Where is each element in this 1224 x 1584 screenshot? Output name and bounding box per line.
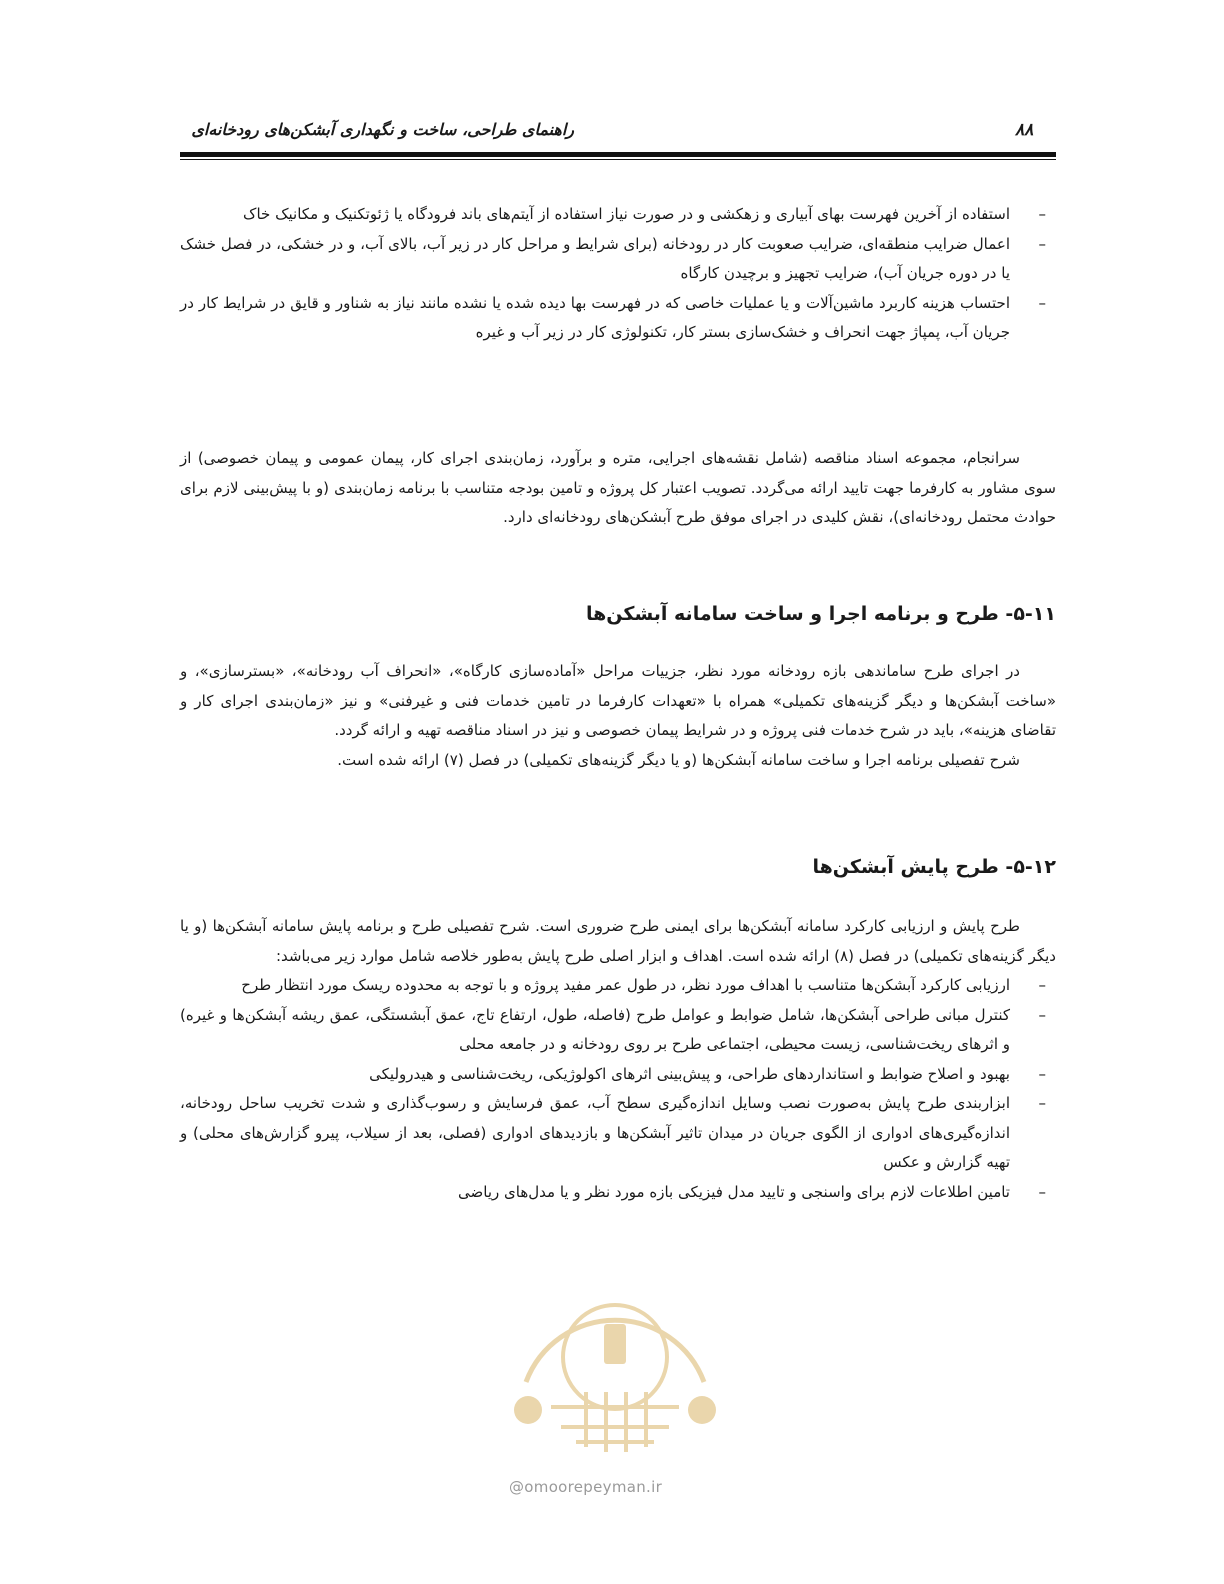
watermark-seal-logo <box>496 1232 734 1462</box>
running-header-title: راهنمای طراحی، ساخت و نگهداری آبشکن‌های رودخانه‌ای <box>191 120 574 139</box>
section-12-paragraph-1: طرح پایش و ارزیابی کارکرد سامانه آبشکن‌ها برای ایمنی طرح ضروری است. شرح تفصیلی طرح و برنامه پایش سامانه آبشکن‌ها (و یا دیگر گزینه‌های تکمیلی) در فصل (۸) ارائه شده است. اهداف و ابزار اصلی طرح پایش به‌طور خلاصه شامل موارد زیر می‌باشد: <box>180 917 1056 965</box>
header-rule-thin <box>180 159 1056 160</box>
section-11-body <box>180 657 1056 775</box>
watermark-site-text: @omoorepeyman.ir <box>509 1478 663 1496</box>
list-item: – کنترل مبانی طراحی آبشکن‌ها، شامل ضوابط و عوامل طرح (فاصله، طول، ارتفاع تاج، عمق آبشستگی، عمق ریشه آبشکن‌ها و غیره) و اثرهای ریخت‌شناسی، زیست محیطی، اجتماعی طرح بر روی رودخانه و در جامعه محلی <box>180 1001 1056 1060</box>
list-item: – احتساب هزینه کاربرد ماشین‌آلات و یا عملیات خاصی که در فهرست بها دیده شده یا نشده مانند نیاز به شناور و قایق در شرایط کار در جریان آب، پمپاژ جهت انحراف و خشک‌سازی بستر کار، تکنولوژی کار در زیر آب و غیره <box>180 289 1056 348</box>
list-item: – استفاده از آخرین فهرست بهای آبیاری و زهکشی و در صورت نیاز استفاده از آیتم‌های باند فرودگاه یا ژئوتکنیک و مکانیک خاک <box>180 200 1056 230</box>
header-rule-thick <box>180 152 1056 157</box>
section-11-heading: ۵-۱۱- طرح و برنامه اجرا و ساخت سامانه آبشکن‌ها <box>585 603 1056 625</box>
list-item: – تامین اطلاعات لازم برای واسنجی و تایید مدل فیزیکی بازه مورد نظر و یا مدل‌های ریاضی <box>180 1178 1056 1208</box>
conclusion-paragraph: سرانجام، مجموعه اسناد مناقصه (شامل نقشه‌های اجرایی، متره و برآورد، زمان‌بندی اجرای کار، پیمان عمومی و پیمان خصوصی) از سوی مشاور به کارفرما جهت تایید ارائه می‌گردد. تصویب اعتبار کل پروژه و تامین بودجه متناسب با برنامه زمان‌بندی (و با پیش‌بینی لازم برای حوادث محتمل رودخانه‌ای)، نقش کلیدی در اجرای موفق طرح آبشکن‌های رودخانه‌ای دارد. <box>180 449 1056 526</box>
list-item: – بهبود و اصلاح ضوابط و استانداردهای طراحی، و پیش‌بینی اثرهای اکولوژیکی، ریخت‌شناسی و هیدرولیکی <box>180 1060 1056 1090</box>
section-12-heading: ۵-۱۲- طرح پایش آبشکن‌ها <box>812 856 1056 878</box>
list-item: – اعمال ضرایب منطقه‌ای، ضرایب صعوبت کار در رودخانه (برای شرایط و مراحل کار در زیر آب، بالای آب، و در خشکی، در فصل خشک یا در دوره جریان آب)، ضرایب تجهیز و برچیدن کارگاه <box>180 230 1056 289</box>
list-item: – ارزیابی کارکرد آبشکن‌ها متناسب با اهداف مورد نظر، در طول عمر مفید پروژه و با توجه به محدوده ریسک مورد انتظار طرح <box>180 971 1056 1001</box>
top-bullet-list <box>180 200 1056 348</box>
section-12-body <box>180 912 1056 1207</box>
section-11-paragraph-2: شرح تفصیلی برنامه اجرا و ساخت سامانه آبشکن‌ها (و یا دیگر گزینه‌های تکمیلی) در فصل (۷) ارائه شده است. <box>337 750 1020 769</box>
page-number: ۸۸ <box>1015 120 1034 140</box>
list-item: – ابزاربندی طرح پایش به‌صورت نصب وسایل اندازه‌گیری سطح آب، عمق فرسایش و رسوب‌گذاری و شدت تخریب ساحل رودخانه، اندازه‌گیری‌های ادواری از الگوی جریان در میدان تاثیر آبشکن‌ها و بازدیدهای ادواری (فصلی، بعد از سیلاب، پیرو گزارش‌های محلی) و تهیه گزارش و عکس <box>180 1089 1056 1178</box>
section-11-paragraph-1: در اجرای طرح ساماندهی بازه رودخانه مورد نظر، جزییات مراحل «آماده‌سازی کارگاه»، «انحراف آب رودخانه»، «بسترسازی»، و «ساخت آبشکن‌ها و دیگر گزینه‌های تکمیلی» همراه با «تعهدات کارفرما در تامین خدمات فنی و غیرفنی» و نیز «زمان‌بندی اجرای کار و تقاضای هزینه»، باید در شرح خدمات فنی پروژه و در شرایط پیمان خصوصی و نیز در اسناد مناقصه تهیه و ارائه گردد. <box>180 662 1056 739</box>
